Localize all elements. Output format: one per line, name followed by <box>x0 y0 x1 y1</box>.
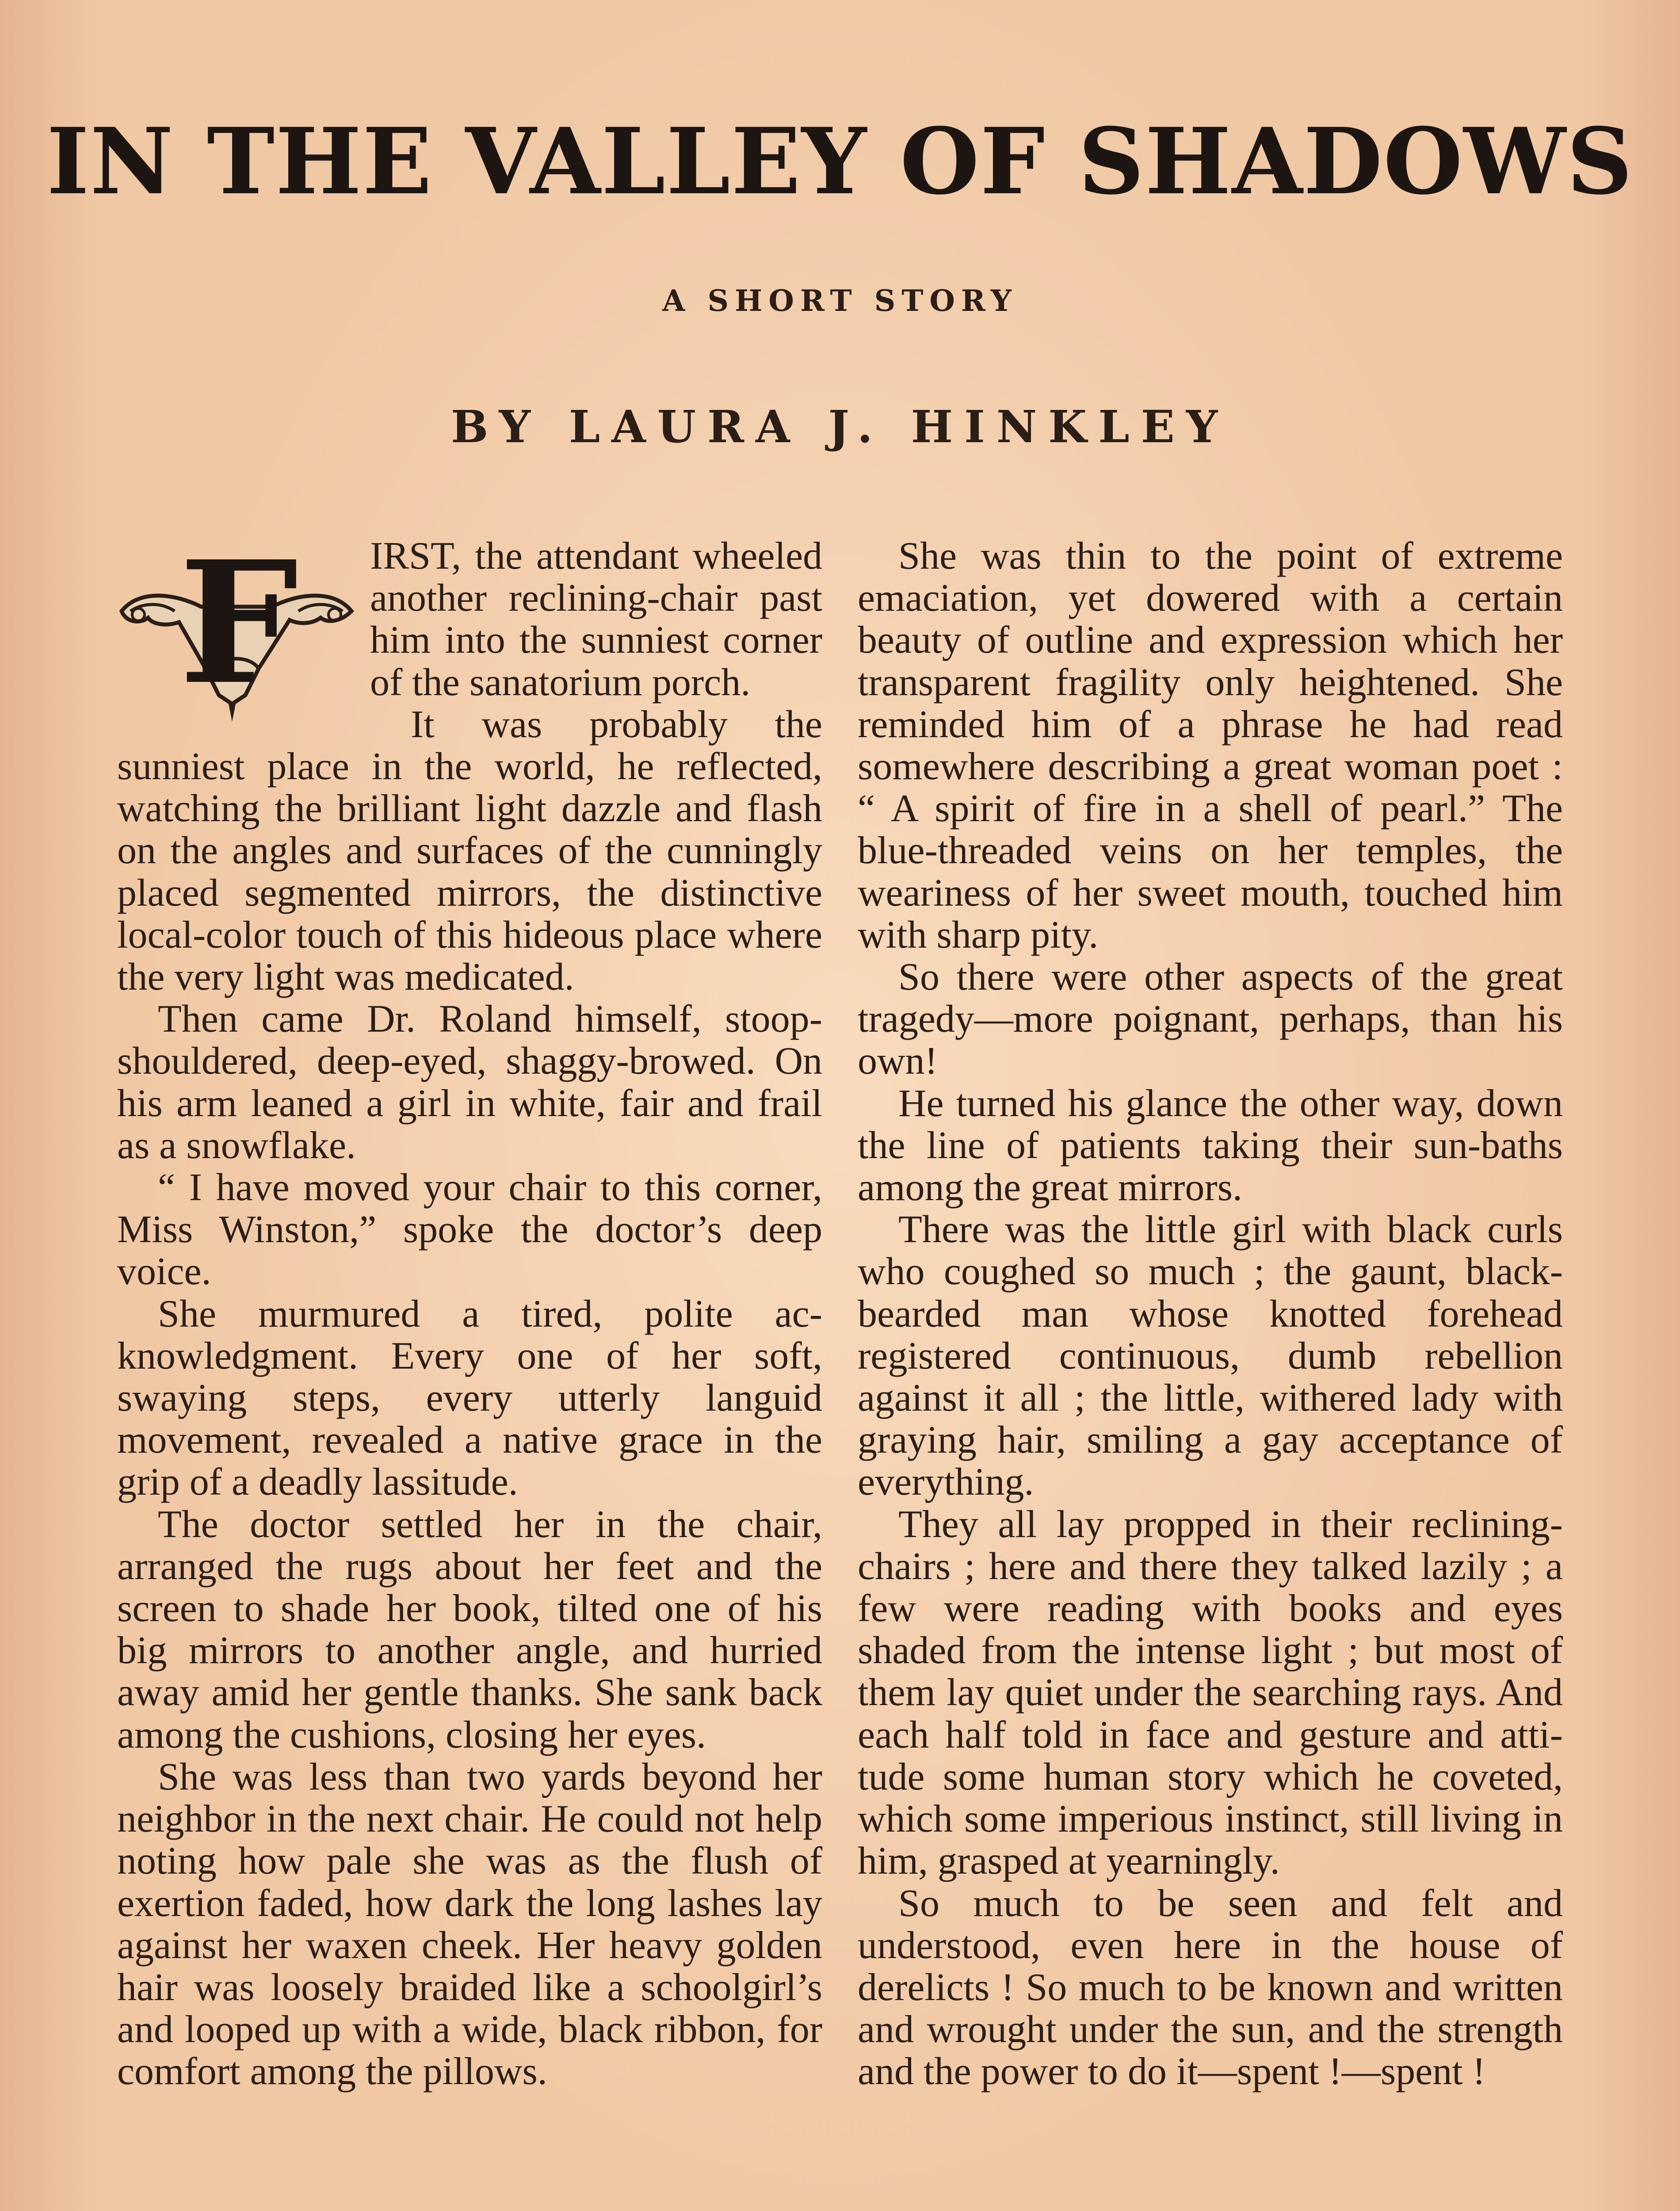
paragraph: The doctor settled her in the chair, arranged the rugs about her feet and the screen to shade her book, tilted one of his big mirrors to another angle, and hurried away amid her gentle thanks. She sank back among the cushions, closing her eyes. <box>117 1503 822 1756</box>
paragraph: There was the little girl with black curls who coughed so much ; the gaunt, black-bearded man whose knotted forehead registered continuous, dumb rebellion against it all ; the little, withered lady with graying hair, smiling a gay acceptance of everything. <box>858 1208 1563 1504</box>
paragraph: She murmured a tired, polite acknowledgment. Every one of her soft, swaying steps, every utterly languid movement, revealed a native grace in the grip of a deadly lassitude. <box>117 1292 822 1504</box>
story-title: IN THE VALLEY OF SHADOWS <box>46 108 1634 215</box>
right-column <box>858 535 1563 2093</box>
paragraph: So much to be seen and felt and understood, even here in the house of derelicts ! So much to be known and written and wrought under the sun, and the strength and the power to do it—spent !—spent ! <box>858 1882 1563 2093</box>
paragraph: He turned his glance the other way, down the line of patients taking their sun-baths among the great mirrors. <box>858 1082 1563 1209</box>
ornamental-drop-cap <box>113 536 360 726</box>
paragraph: IRST, the attendant wheeled another reclining-chair past him into the sunniest corner of the sanatorium porch. <box>370 535 822 704</box>
paragraph: They all lay propped in their reclining-chairs ; here and there they talked lazily ; a few were reading with books and eyes shaded from the intense light ; but most of them lay quiet under the searching rays. And each half told in face and gesture and attitude some human story which he coveted, which some imperious instinct, still living in him, grasped at yearningly. <box>858 1503 1563 1883</box>
story-byline: BY LAURA J. HINKLEY <box>451 401 1229 453</box>
paragraph: It was probably the sunniest place in the world, he reflected, watching the brilliant light dazzle and flash on the angles and surfaces of the cunningly placed segmented mirrors, the distinctive local-color touch of this hideous place where the very light was medicated. <box>117 703 822 999</box>
story-subtitle: A SHORT STORY <box>662 283 1018 318</box>
paragraph: “ I have moved your chair to this corner, Miss Winston,” spoke the doctor’s deep voice. <box>117 1166 822 1293</box>
drop-cap-ornament-icon <box>113 536 360 726</box>
drop-cap-letter: F <box>179 536 298 722</box>
paragraph: She was less than two yards beyond her neighbor in the next chair. He could not help noting how pale she was as the flush of exertion faded, how dark the long lashes lay against her waxen cheek. Her heavy golden hair was loosely braided like a schoolgirl’s and looped up with a wide, black ribbon, for comfort among the pillows. <box>117 1755 822 2093</box>
left-column <box>117 535 822 2093</box>
paragraph: So there were other aspects of the great tragedy—more poignant, perhaps, than his own! <box>858 956 1563 1083</box>
paragraph: She was thin to the point of extreme emaciation, yet dowered with a certain beauty of outline and expression which her transparent fragility only heightened. She reminded him of a phrase he had read somewhere describing a great woman poet : “ A spirit of fire in a shell of pearl.” The blue-threaded veins on her temples, the weariness of her sweet mouth, touched him with sharp pity. <box>858 535 1563 956</box>
paragraph: Then came Dr. Roland himself, stoop-shouldered, deep-eyed, shaggy-browed. On his arm leaned a girl in white, fair and frail as a snowflake. <box>117 998 822 1167</box>
